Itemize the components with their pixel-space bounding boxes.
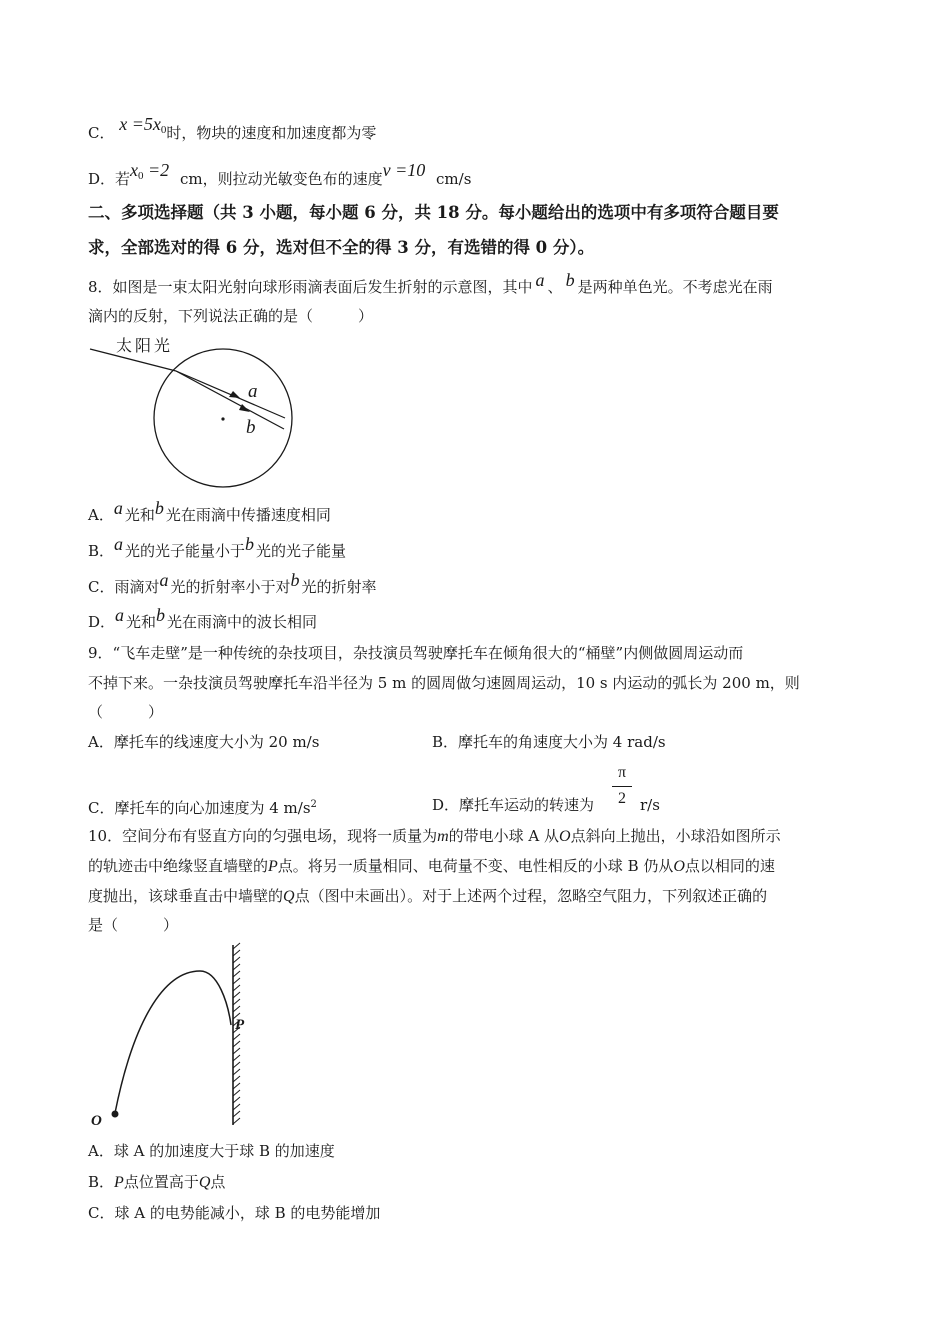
section2-title-line1: 二、多项选择题（共 3 小题，每小题 6 分，共 18 分。每小题给出的选项中有多项符合题目要 <box>88 203 779 222</box>
q7-option-c: C． $x =5x_0$时，物块的速度和加速度都为零 <box>88 114 377 142</box>
q8-option-b: B．a 光的光子能量小于b 光的光子能量 <box>88 534 347 560</box>
q8-raindrop-figure <box>88 333 308 483</box>
q8-option-d: D．a 光和b 光在雨滴中的波长相同 <box>88 605 318 631</box>
wall-hatching <box>233 943 240 1124</box>
q10-option-c: C．球 A 的电势能减小，球 B 的电势能增加 <box>88 1204 381 1222</box>
center-dot <box>221 417 224 420</box>
q9-option-a: A．摩托车的线速度大小为 20 m/s <box>88 733 320 751</box>
q9-stem-line3: （ ） <box>88 703 164 721</box>
q10-stem-line4: 是（ ） <box>88 916 179 934</box>
q9-stem-line1: 9．“飞车走壁”是一种传统的杂技项目，杂技演员驾驶摩托车在倾角很大的“桶壁”内侧做圆周运动而 <box>88 644 744 662</box>
q9-option-b: B．摩托车的角速度大小为 4 rad/s <box>432 733 666 751</box>
q9-d-fraction: π 2 <box>612 763 632 809</box>
q8-stem-line2: 滴内的反射，下列说法正确的是（ ） <box>88 307 374 325</box>
q8-var-a: a <box>535 270 545 290</box>
q7-option-d: D．若$x_0 =2$ cm，则拉动光敏变色布的速度v =10 cm/s <box>88 160 472 188</box>
q8-option-a: A．a 光和b 光在雨滴中传播速度相同 <box>88 498 331 524</box>
section2-title-line2: 求，全部选对的得 6 分，选对但不全的得 3 分，有选错的得 0 分）。 <box>88 238 595 257</box>
q10-stem-line2: 的轨迹击中绝缘竖直墙壁的P点。将另一质量相同、电荷量不变、电性相反的小球 B 仍从O点以相同的速 <box>88 857 775 875</box>
trajectory-curve <box>115 971 231 1113</box>
q7-d-math-x: $x_0 =2$ <box>130 160 170 182</box>
label-b: b <box>246 417 256 438</box>
q9-stem-line2: 不掉下来。一杂技演员驾驶摩托车沿半径为 5 m 的圆周做匀速圆周运动，10 s 内运动的弧长为 200 m，则 <box>88 674 800 692</box>
ray-b <box>176 371 284 429</box>
q10-stem-line3: 度抛出，该球垂直击中墙壁的Q点（图中未画出）。对于上述两个过程，忽略空气阻力，下列叙述正确的 <box>88 887 768 905</box>
label-sunlight: 太阳光 <box>116 336 174 355</box>
label-p: P <box>235 1017 245 1033</box>
q8-stem-line1: 8．如图是一束太阳光射向球形雨滴表面后发生折射的示意图，其中 a 、 b 是两种单色光。不考虑光在雨 <box>88 270 773 296</box>
point-o-dot <box>112 1111 119 1118</box>
q8-var-b: b <box>565 270 575 290</box>
label-o: O <box>91 1113 102 1129</box>
ray-a <box>176 371 285 418</box>
q8-option-c: C．雨滴对a 光的折射率小于对b 光的折射率 <box>88 570 377 596</box>
q7-c-math: $x =5x_0$ <box>119 114 167 136</box>
q10-stem-line1: 10．空间分布有竖直方向的匀强电场，现将一质量为m的带电小球 A 从O点斜向上抛出，小球沿如图所示 <box>88 827 781 845</box>
q10-trajectory-figure <box>88 943 268 1133</box>
label-a: a <box>248 381 258 402</box>
q10-option-b: B．P点位置高于Q点 <box>88 1173 226 1191</box>
q9-option-c: C．摩托车的向心加速度为 4 $m/s^2$ <box>88 799 317 817</box>
q10-option-a: A．球 A 的加速度大于球 B 的加速度 <box>88 1142 335 1160</box>
q7-d-math-v: v =10 <box>382 160 426 180</box>
